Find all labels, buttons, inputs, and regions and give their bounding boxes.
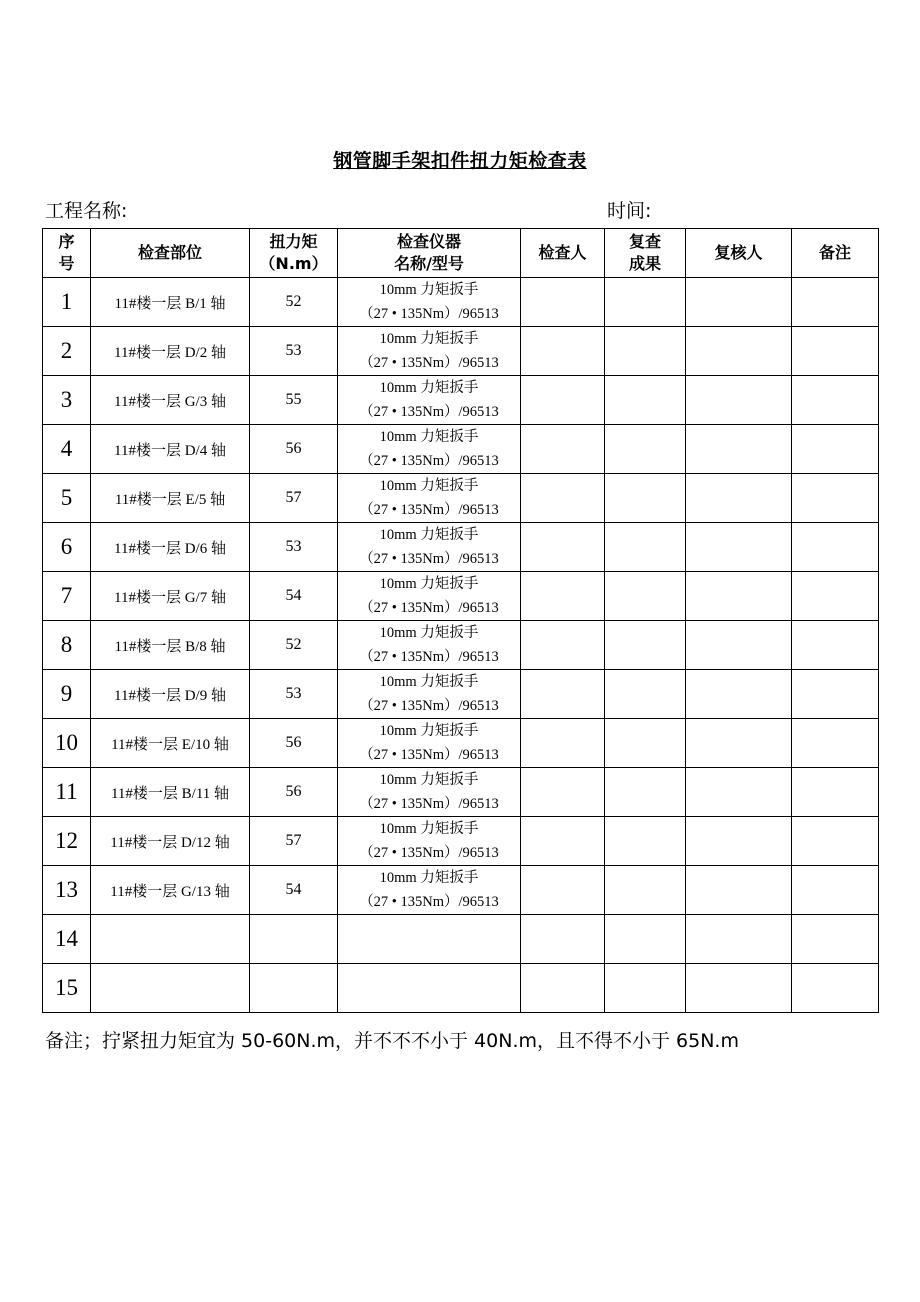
cell-location: 11#楼一层 D/2 轴 (91, 327, 250, 376)
cell-reviewer (686, 670, 792, 719)
table-row (43, 817, 879, 866)
cell-inspector (521, 523, 605, 572)
cell-reviewer (686, 474, 792, 523)
table-row (43, 523, 879, 572)
cell-recheck (605, 719, 686, 768)
header-torque (250, 229, 338, 278)
header-recheck-line1: 复查 (628, 232, 661, 251)
header-seq (43, 229, 91, 278)
table-row (43, 572, 879, 621)
instrument-model: （27 • 135Nm）/96513 (359, 698, 499, 714)
cell-reviewer (686, 964, 792, 1013)
instrument-name: 10mm 力矩扳手 (379, 478, 479, 494)
cell-seq: 14 (43, 915, 91, 964)
cell-remarks (792, 474, 879, 523)
cell-torque: 56 (250, 719, 338, 768)
cell-recheck (605, 425, 686, 474)
cell-reviewer (686, 768, 792, 817)
table-row (43, 278, 879, 327)
cell-recheck (605, 670, 686, 719)
cell-remarks (792, 376, 879, 425)
cell-instrument (338, 523, 521, 572)
cell-reviewer (686, 278, 792, 327)
document-title: 钢管脚手架扣件扭力矩检查表 (333, 150, 587, 172)
cell-remarks (792, 768, 879, 817)
instrument-name: 10mm 力矩扳手 (379, 625, 479, 641)
header-reviewer: 复核人 (686, 229, 792, 278)
cell-reviewer (686, 719, 792, 768)
cell-remarks (792, 964, 879, 1013)
cell-recheck (605, 327, 686, 376)
cell-seq: 13 (43, 866, 91, 915)
cell-remarks (792, 572, 879, 621)
time-label: 时间: (607, 200, 652, 222)
cell-remarks (792, 327, 879, 376)
cell-inspector (521, 327, 605, 376)
table-row (43, 376, 879, 425)
cell-seq: 2 (43, 327, 91, 376)
cell-location (91, 915, 250, 964)
cell-instrument (338, 376, 521, 425)
instrument-model: （27 • 135Nm）/96513 (359, 306, 499, 322)
cell-location: 11#楼一层 D/9 轴 (91, 670, 250, 719)
cell-torque: 54 (250, 866, 338, 915)
instrument-model: （27 • 135Nm）/96513 (359, 649, 499, 665)
instrument-name: 10mm 力矩扳手 (379, 870, 479, 886)
cell-recheck (605, 964, 686, 1013)
cell-reviewer (686, 523, 792, 572)
header-instrument-line1: 检查仪器 (396, 232, 461, 251)
cell-instrument (338, 278, 521, 327)
cell-torque (250, 964, 338, 1013)
cell-seq: 7 (43, 572, 91, 621)
cell-torque: 54 (250, 572, 338, 621)
cell-recheck (605, 474, 686, 523)
cell-instrument (338, 964, 521, 1013)
instrument-name: 10mm 力矩扳手 (379, 821, 479, 837)
cell-torque: 52 (250, 621, 338, 670)
cell-remarks (792, 278, 879, 327)
instrument-model: （27 • 135Nm）/96513 (359, 845, 499, 861)
cell-seq: 6 (43, 523, 91, 572)
cell-torque: 55 (250, 376, 338, 425)
cell-seq: 15 (43, 964, 91, 1013)
cell-torque (250, 915, 338, 964)
cell-recheck (605, 768, 686, 817)
cell-torque: 56 (250, 768, 338, 817)
cell-reviewer (686, 425, 792, 474)
cell-remarks (792, 621, 879, 670)
cell-reviewer (686, 817, 792, 866)
cell-recheck (605, 915, 686, 964)
cell-reviewer (686, 915, 792, 964)
table-row (43, 915, 879, 964)
cell-location: 11#楼一层 E/5 轴 (91, 474, 250, 523)
cell-location (91, 964, 250, 1013)
torque-inspection-table (42, 228, 879, 1013)
instrument-name: 10mm 力矩扳手 (379, 576, 479, 592)
cell-instrument (338, 719, 521, 768)
cell-inspector (521, 964, 605, 1013)
header-seq-line1: 序 (58, 232, 75, 251)
cell-reviewer (686, 621, 792, 670)
header-torque-line2: （N.m） (259, 254, 328, 273)
cell-inspector (521, 670, 605, 719)
cell-inspector (521, 817, 605, 866)
instrument-name: 10mm 力矩扳手 (379, 331, 479, 347)
instrument-model: （27 • 135Nm）/96513 (359, 404, 499, 420)
cell-seq: 10 (43, 719, 91, 768)
instrument-name: 10mm 力矩扳手 (379, 527, 479, 543)
table-row (43, 474, 879, 523)
instrument-name: 10mm 力矩扳手 (379, 674, 479, 690)
footer-note: 备注；拧紧扭力矩宜为 50-60N.m，并不不不小于 40N.m，且不得不小于 65N.m (45, 1030, 739, 1052)
cell-recheck (605, 376, 686, 425)
cell-location: 11#楼一层 D/4 轴 (91, 425, 250, 474)
instrument-model: （27 • 135Nm）/96513 (359, 894, 499, 910)
instrument-name: 10mm 力矩扳手 (379, 282, 479, 298)
cell-inspector (521, 768, 605, 817)
cell-location: 11#楼一层 G/13 轴 (91, 866, 250, 915)
header-inspector: 检查人 (521, 229, 605, 278)
cell-instrument (338, 327, 521, 376)
cell-remarks (792, 523, 879, 572)
cell-location: 11#楼一层 G/7 轴 (91, 572, 250, 621)
cell-torque: 53 (250, 670, 338, 719)
header-seq-line2: 号 (58, 254, 75, 273)
cell-instrument (338, 474, 521, 523)
cell-instrument (338, 866, 521, 915)
cell-location: 11#楼一层 B/11 轴 (91, 768, 250, 817)
cell-reviewer (686, 376, 792, 425)
header-instrument (338, 229, 521, 278)
header-recheck (605, 229, 686, 278)
cell-inspector (521, 621, 605, 670)
table-row (43, 670, 879, 719)
cell-instrument (338, 425, 521, 474)
cell-inspector (521, 278, 605, 327)
instrument-name: 10mm 力矩扳手 (379, 380, 479, 396)
project-name-label: 工程名称: (45, 200, 128, 222)
instrument-model: （27 • 135Nm）/96513 (359, 747, 499, 763)
cell-recheck (605, 817, 686, 866)
instrument-model: （27 • 135Nm）/96513 (359, 453, 499, 469)
cell-instrument (338, 915, 521, 964)
cell-seq: 4 (43, 425, 91, 474)
cell-inspector (521, 719, 605, 768)
cell-remarks (792, 817, 879, 866)
cell-remarks (792, 425, 879, 474)
header-remarks: 备注 (792, 229, 879, 278)
cell-remarks (792, 866, 879, 915)
table-row (43, 768, 879, 817)
cell-torque: 57 (250, 474, 338, 523)
instrument-model: （27 • 135Nm）/96513 (359, 502, 499, 518)
instrument-model: （27 • 135Nm）/96513 (359, 355, 499, 371)
cell-seq: 5 (43, 474, 91, 523)
cell-location: 11#楼一层 B/1 轴 (91, 278, 250, 327)
cell-reviewer (686, 866, 792, 915)
cell-location: 11#楼一层 D/6 轴 (91, 523, 250, 572)
cell-seq: 9 (43, 670, 91, 719)
cell-inspector (521, 425, 605, 474)
cell-remarks (792, 915, 879, 964)
cell-location: 11#楼一层 B/8 轴 (91, 621, 250, 670)
table-row (43, 425, 879, 474)
cell-recheck (605, 523, 686, 572)
cell-seq: 3 (43, 376, 91, 425)
cell-torque: 57 (250, 817, 338, 866)
cell-inspector (521, 474, 605, 523)
cell-instrument (338, 572, 521, 621)
cell-inspector (521, 866, 605, 915)
instrument-model: （27 • 135Nm）/96513 (359, 600, 499, 616)
cell-inspector (521, 915, 605, 964)
cell-recheck (605, 572, 686, 621)
cell-instrument (338, 817, 521, 866)
instrument-name: 10mm 力矩扳手 (379, 429, 479, 445)
cell-seq: 1 (43, 278, 91, 327)
cell-seq: 11 (43, 768, 91, 817)
header-instrument-line2: 名称/型号 (394, 254, 464, 273)
cell-seq: 8 (43, 621, 91, 670)
instrument-model: （27 • 135Nm）/96513 (359, 796, 499, 812)
table-body (43, 278, 879, 1013)
table-row (43, 719, 879, 768)
cell-reviewer (686, 572, 792, 621)
instrument-name: 10mm 力矩扳手 (379, 772, 479, 788)
cell-remarks (792, 719, 879, 768)
cell-instrument (338, 768, 521, 817)
table-row (43, 327, 879, 376)
cell-recheck (605, 866, 686, 915)
instrument-name: 10mm 力矩扳手 (379, 723, 479, 739)
instrument-model: （27 • 135Nm）/96513 (359, 551, 499, 567)
cell-reviewer (686, 327, 792, 376)
header-location: 检查部位 (91, 229, 250, 278)
cell-torque: 53 (250, 327, 338, 376)
cell-seq: 12 (43, 817, 91, 866)
cell-location: 11#楼一层 D/12 轴 (91, 817, 250, 866)
table-header-row (43, 229, 879, 278)
cell-instrument (338, 670, 521, 719)
table-row (43, 964, 879, 1013)
table-row (43, 866, 879, 915)
cell-instrument (338, 621, 521, 670)
cell-location: 11#楼一层 G/3 轴 (91, 376, 250, 425)
cell-recheck (605, 278, 686, 327)
table-row (43, 621, 879, 670)
cell-remarks (792, 670, 879, 719)
cell-torque: 56 (250, 425, 338, 474)
cell-torque: 53 (250, 523, 338, 572)
cell-torque: 52 (250, 278, 338, 327)
cell-inspector (521, 376, 605, 425)
cell-location: 11#楼一层 E/10 轴 (91, 719, 250, 768)
header-torque-line1: 扭力矩 (269, 232, 318, 251)
header-recheck-line2: 成果 (628, 254, 661, 273)
cell-inspector (521, 572, 605, 621)
cell-recheck (605, 621, 686, 670)
